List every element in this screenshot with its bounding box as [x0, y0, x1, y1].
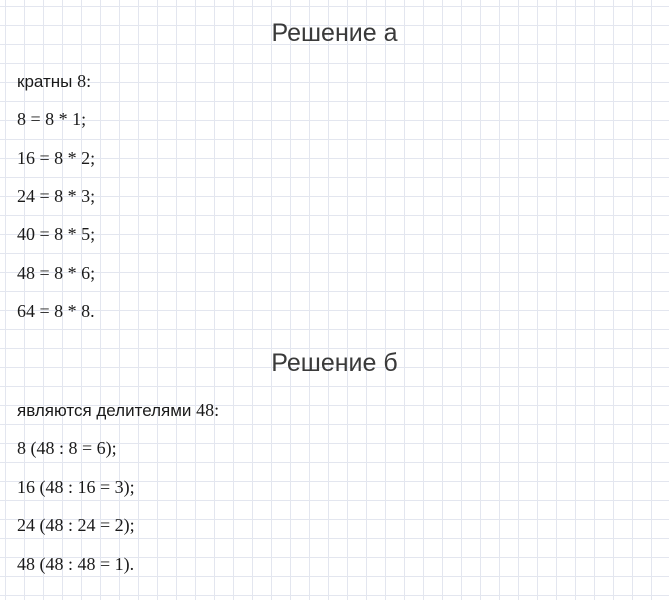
- solution-b-intro-number: 48:: [196, 400, 220, 420]
- solution-b-line: 8 (48 : 8 = 6);: [17, 438, 117, 458]
- solution-a-line: 40 = 8 * 5;: [17, 224, 96, 244]
- solution-b-line: 16 (48 : 16 = 3);: [17, 477, 135, 497]
- solution-b-intro: [17, 399, 219, 422]
- solution-b-line: 48 (48 : 48 = 1).: [17, 554, 135, 574]
- solution-a-intro-number: 8:: [77, 71, 92, 91]
- solution-a-line: 8 = 8 * 1;: [17, 109, 87, 129]
- solution-a-title: Решение а: [271, 19, 398, 47]
- solution-a-line: 16 = 8 * 2;: [17, 148, 96, 168]
- solution-b-intro-text: являются делителями: [17, 401, 197, 420]
- solution-a-intro: [17, 70, 91, 93]
- solution-b-title: Решение б: [271, 349, 398, 377]
- solution-a-line: 48 = 8 * 6;: [17, 263, 96, 283]
- solution-a-intro-text: кратны: [17, 72, 78, 91]
- solution-a-line: 64 = 8 * 8.: [17, 301, 95, 321]
- solution-a-line: 24 = 8 * 3;: [17, 186, 96, 206]
- solution-b-line: 24 (48 : 24 = 2);: [17, 515, 135, 535]
